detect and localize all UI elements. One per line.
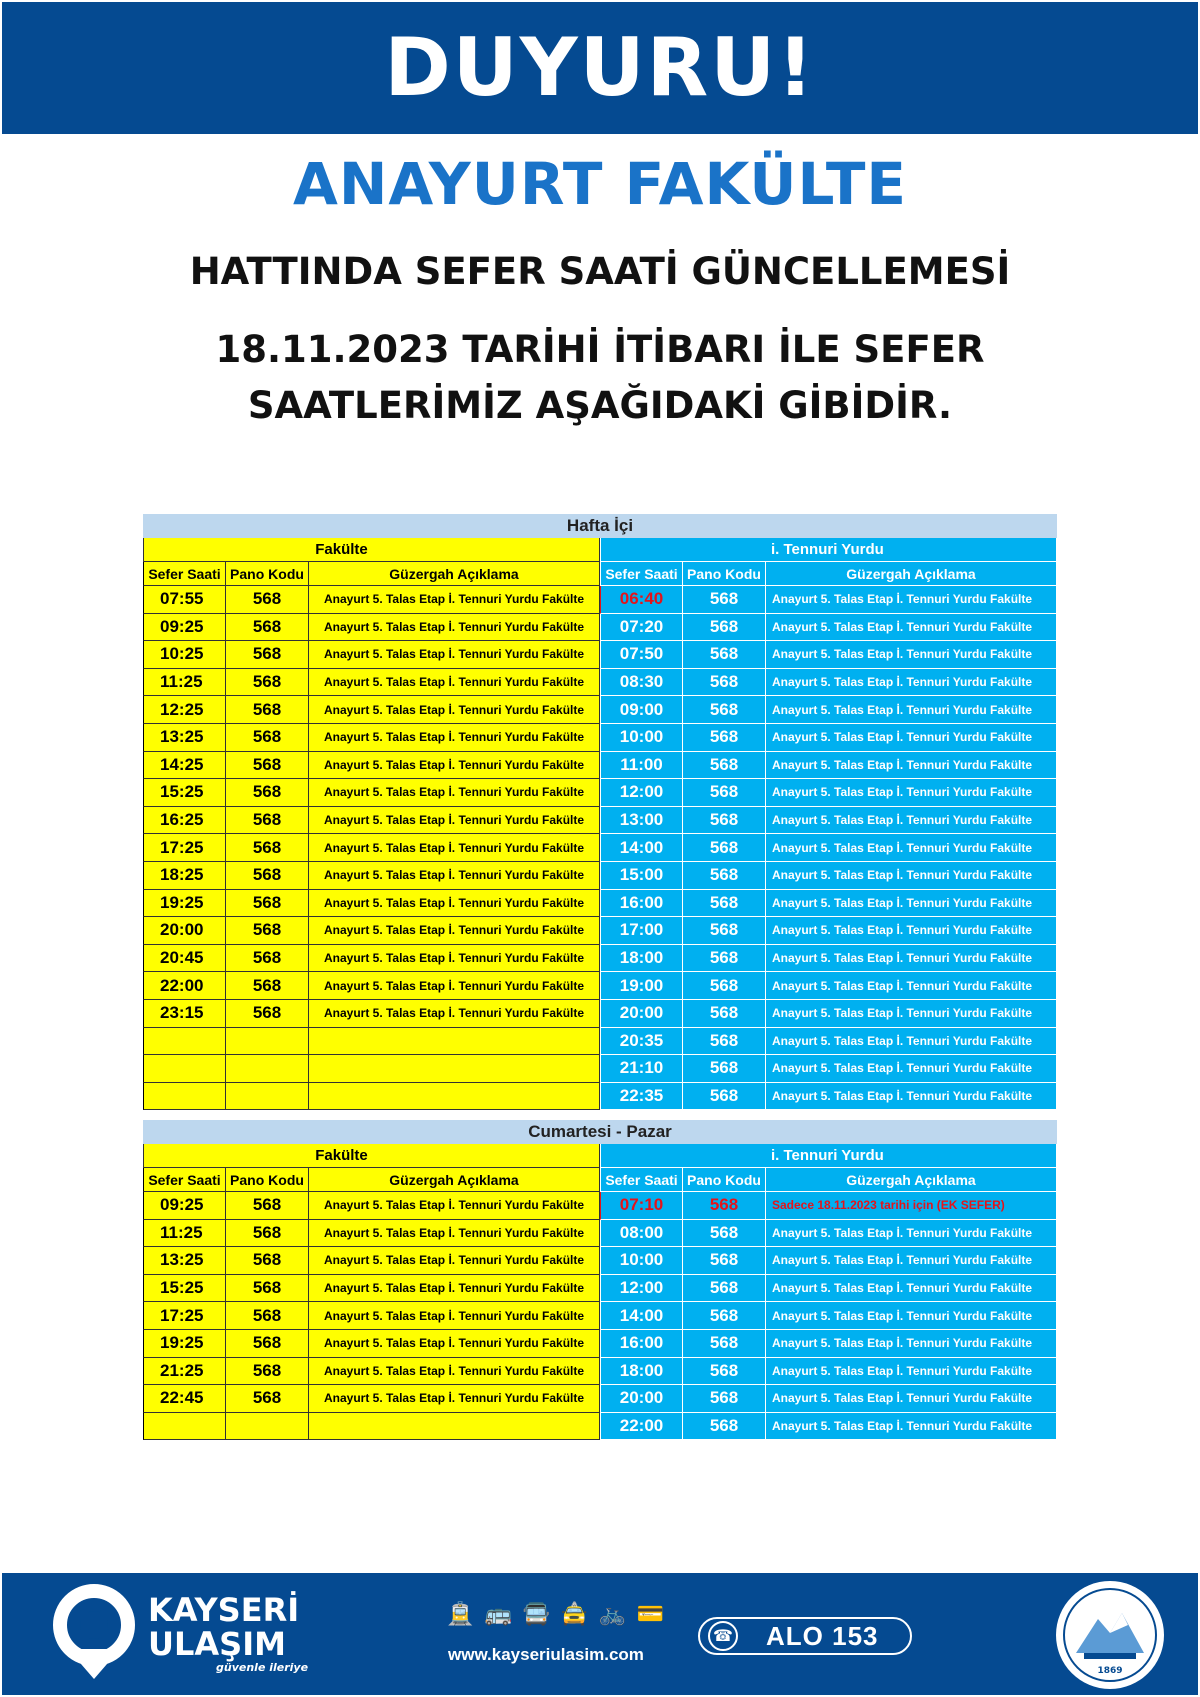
board-code: 568 [683, 917, 766, 945]
col-time: Sefer Saati [143, 1168, 226, 1192]
route-description: Anayurt 5. Talas Etap İ. Tennuri Yurdu Fakülte [766, 614, 1057, 642]
departure-time: 10:00 [600, 1247, 683, 1275]
table-row [600, 972, 1057, 1000]
board-code: 568 [683, 1385, 766, 1413]
route-description: Anayurt 5. Talas Etap İ. Tennuri Yurdu Fakülte [766, 1247, 1057, 1275]
brand-line1: KAYSERİ [148, 1591, 300, 1629]
col-code: Pano Kodu [226, 1168, 309, 1192]
taxi-icon: 🚖 [560, 1601, 589, 1626]
board-code: 568 [226, 586, 309, 614]
board-code: 568 [683, 1000, 766, 1028]
route-description: Anayurt 5. Talas Etap İ. Tennuri Yurdu Fakülte [766, 696, 1057, 724]
board-code: 568 [226, 669, 309, 697]
column-header-row [600, 562, 1057, 586]
route-description: Anayurt 5. Talas Etap İ. Tennuri Yurdu Fakülte [309, 1275, 600, 1303]
table-row [600, 1028, 1057, 1056]
board-code [226, 1055, 309, 1083]
table-row [143, 1000, 600, 1028]
weekday-yurdu-table [600, 538, 1057, 1110]
departure-time: 20:00 [600, 1000, 683, 1028]
table-row [600, 1413, 1057, 1441]
hotline-badge[interactable] [698, 1617, 912, 1655]
board-code: 568 [226, 972, 309, 1000]
table-row [600, 1330, 1057, 1358]
board-code: 568 [226, 1330, 309, 1358]
route-description: Anayurt 5. Talas Etap İ. Tennuri Yurdu Fakülte [309, 696, 600, 724]
route-description: Anayurt 5. Talas Etap İ. Tennuri Yurdu Fakülte [766, 1385, 1057, 1413]
table-row [143, 1083, 600, 1111]
board-code: 568 [683, 1055, 766, 1083]
departure-time: 20:45 [143, 945, 226, 973]
website[interactable]: www.kayseriulasim.com [448, 1645, 644, 1664]
board-code: 568 [226, 1358, 309, 1386]
departure-time: 17:25 [143, 834, 226, 862]
table-row [600, 890, 1057, 918]
tram-icon: 🚊 [446, 1601, 475, 1626]
board-code: 568 [683, 807, 766, 835]
departure-time: 13:00 [600, 807, 683, 835]
departure-time: 22:35 [600, 1083, 683, 1111]
route-description: Anayurt 5. Talas Etap İ. Tennuri Yurdu Fakülte [766, 1275, 1057, 1303]
route-description: Anayurt 5. Talas Etap İ. Tennuri Yurdu Fakülte [309, 724, 600, 752]
route-description [309, 1028, 600, 1056]
board-code: 568 [226, 917, 309, 945]
route-description: Anayurt 5. Talas Etap İ. Tennuri Yurdu Fakülte [766, 834, 1057, 862]
route-description: Anayurt 5. Talas Etap İ. Tennuri Yurdu Fakülte [766, 890, 1057, 918]
transport-icons [446, 1601, 665, 1627]
departure-time: 21:10 [600, 1055, 683, 1083]
footer [2, 1573, 1198, 1695]
route-description: Anayurt 5. Talas Etap İ. Tennuri Yurdu Fakülte [766, 972, 1057, 1000]
route-description: Anayurt 5. Talas Etap İ. Tennuri Yurdu Fakülte [766, 752, 1057, 780]
brand-line2: ULAŞIM [148, 1625, 286, 1663]
board-code: 568 [226, 1275, 309, 1303]
bus-front-icon: 🚍 [522, 1601, 551, 1626]
route-description: Anayurt 5. Talas Etap İ. Tennuri Yurdu Fakülte [766, 945, 1057, 973]
departure-time: 19:00 [600, 972, 683, 1000]
bus-icon: 🚌 [484, 1601, 513, 1626]
board-code: 568 [683, 779, 766, 807]
table-row [143, 1028, 600, 1056]
table-row [600, 862, 1057, 890]
departure-time: 18:00 [600, 1358, 683, 1386]
hotline-text: ALO 153 [766, 1620, 879, 1651]
route-description: Anayurt 5. Talas Etap İ. Tennuri Yurdu Fakülte [766, 917, 1057, 945]
weekday-title: Hafta İçi [143, 514, 1057, 538]
board-code: 568 [226, 614, 309, 642]
route-description: Sadece 18.11.2023 tarihi için (EK SEFER) [766, 1192, 1057, 1220]
municipality-seal-icon [1054, 1579, 1166, 1691]
table-row [600, 669, 1057, 697]
route-description: Anayurt 5. Talas Etap İ. Tennuri Yurdu Fakülte [309, 1247, 600, 1275]
col-code: Pano Kodu [683, 1168, 766, 1192]
route-description: Anayurt 5. Talas Etap İ. Tennuri Yurdu Fakülte [766, 1302, 1057, 1330]
board-code: 568 [683, 1028, 766, 1056]
rows [600, 586, 1057, 1110]
rows [143, 586, 600, 1110]
line-name: ANAYURT FAKÜLTE [292, 150, 908, 218]
table-row [143, 917, 600, 945]
board-code: 568 [683, 752, 766, 780]
table-row [143, 614, 600, 642]
route-description: Anayurt 5. Talas Etap İ. Tennuri Yurdu Fakülte [766, 1028, 1057, 1056]
departure-time: 18:25 [143, 862, 226, 890]
table-row [143, 752, 600, 780]
board-code: 568 [226, 1385, 309, 1413]
board-code: 568 [683, 945, 766, 973]
board-code: 568 [683, 696, 766, 724]
table-row [143, 1358, 600, 1386]
route-description: Anayurt 5. Talas Etap İ. Tennuri Yurdu Fakülte [766, 1413, 1057, 1441]
table-row [600, 1247, 1057, 1275]
departure-time: 20:35 [600, 1028, 683, 1056]
board-code: 568 [226, 779, 309, 807]
board-code [226, 1413, 309, 1441]
departure-time: 22:00 [143, 972, 226, 1000]
departure-time: 20:00 [143, 917, 226, 945]
table-row [143, 1055, 600, 1083]
subtitle-date-line1: 18.11.2023 TARİHİ İTİBARI İLE SEFER [215, 328, 985, 371]
table-row [600, 917, 1057, 945]
route-description: Anayurt 5. Talas Etap İ. Tennuri Yurdu Fakülte [766, 807, 1057, 835]
departure-time: 17:00 [600, 917, 683, 945]
board-code: 568 [683, 1413, 766, 1441]
departure-time: 19:25 [143, 1330, 226, 1358]
table-row [600, 641, 1057, 669]
route-description: Anayurt 5. Talas Etap İ. Tennuri Yurdu Fakülte [309, 972, 600, 1000]
board-code: 568 [226, 696, 309, 724]
departure-time: 07:20 [600, 614, 683, 642]
departure-time: 22:45 [143, 1385, 226, 1413]
table-row [600, 779, 1057, 807]
route-description: Anayurt 5. Talas Etap İ. Tennuri Yurdu Fakülte [309, 1330, 600, 1358]
route-description: Anayurt 5. Talas Etap İ. Tennuri Yurdu Fakülte [766, 1000, 1057, 1028]
departure-time: 14:00 [600, 834, 683, 862]
col-route: Güzergah Açıklama [309, 1168, 600, 1192]
col-code: Pano Kodu [226, 562, 309, 586]
col-code: Pano Kodu [683, 562, 766, 586]
brand [148, 1593, 308, 1674]
subtitle-update: HATTINDA SEFER SAATİ GÜNCELLEMESİ [189, 250, 1011, 293]
card-icon: 💳 [636, 1601, 665, 1626]
route-description: Anayurt 5. Talas Etap İ. Tennuri Yurdu Fakülte [309, 779, 600, 807]
table-row [600, 1220, 1057, 1248]
departure-time [143, 1413, 226, 1441]
route-description: Anayurt 5. Talas Etap İ. Tennuri Yurdu Fakülte [766, 1055, 1057, 1083]
route-description: Anayurt 5. Talas Etap İ. Tennuri Yurdu Fakülte [309, 1302, 600, 1330]
table-row [143, 1385, 600, 1413]
stop-name: i. Tennuri Yurdu [600, 1144, 1057, 1168]
departure-time: 15:25 [143, 1275, 226, 1303]
route-description: Anayurt 5. Talas Etap İ. Tennuri Yurdu Fakülte [309, 752, 600, 780]
departure-time: 07:50 [600, 641, 683, 669]
rows [143, 1192, 600, 1440]
route-description: Anayurt 5. Talas Etap İ. Tennuri Yurdu Fakülte [309, 1000, 600, 1028]
board-code: 568 [226, 1192, 309, 1220]
departure-time: 09:25 [143, 1192, 226, 1220]
board-code: 568 [226, 752, 309, 780]
route-description: Anayurt 5. Talas Etap İ. Tennuri Yurdu Fakülte [309, 669, 600, 697]
departure-time: 15:00 [600, 862, 683, 890]
table-row [600, 945, 1057, 973]
table-row [143, 1330, 600, 1358]
board-code: 568 [226, 1247, 309, 1275]
departure-time: 21:25 [143, 1358, 226, 1386]
table-row [600, 614, 1057, 642]
board-code: 568 [683, 890, 766, 918]
table-row [600, 724, 1057, 752]
route-description: Anayurt 5. Talas Etap İ. Tennuri Yurdu Fakülte [309, 862, 600, 890]
departure-time: 19:25 [143, 890, 226, 918]
route-description: Anayurt 5. Talas Etap İ. Tennuri Yurdu Fakülte [766, 724, 1057, 752]
departure-time: 18:00 [600, 945, 683, 973]
brand-tagline: güvenle ileriye [216, 1661, 309, 1674]
col-route: Güzergah Açıklama [766, 562, 1057, 586]
stop-name: Fakülte [143, 1144, 600, 1168]
table-row [600, 1000, 1057, 1028]
route-description: Anayurt 5. Talas Etap İ. Tennuri Yurdu Fakülte [766, 669, 1057, 697]
col-time: Sefer Saati [143, 562, 226, 586]
board-code: 568 [683, 1330, 766, 1358]
board-code: 568 [683, 1220, 766, 1248]
rows [600, 1192, 1057, 1440]
board-code: 568 [226, 1000, 309, 1028]
departure-time: 08:30 [600, 669, 683, 697]
board-code: 568 [683, 1275, 766, 1303]
departure-time [143, 1083, 226, 1111]
departure-time: 08:00 [600, 1220, 683, 1248]
board-code: 568 [226, 862, 309, 890]
phone-icon: ☎ [708, 1621, 738, 1651]
table-row [143, 945, 600, 973]
board-code: 568 [683, 1358, 766, 1386]
stop-name: Fakülte [143, 538, 600, 562]
route-description: Anayurt 5. Talas Etap İ. Tennuri Yurdu Fakülte [309, 1385, 600, 1413]
route-description: Anayurt 5. Talas Etap İ. Tennuri Yurdu Fakülte [309, 1192, 600, 1220]
table-row [600, 752, 1057, 780]
table-row [143, 1192, 600, 1220]
table-row [143, 972, 600, 1000]
route-description: Anayurt 5. Talas Etap İ. Tennuri Yurdu Fakülte [309, 1358, 600, 1386]
table-row [143, 834, 600, 862]
table-row [143, 1275, 600, 1303]
departure-time [143, 1055, 226, 1083]
weekend-timetable [143, 1120, 1057, 1440]
banner-title: DUYURU! [384, 21, 816, 114]
route-description: Anayurt 5. Talas Etap İ. Tennuri Yurdu Fakülte [766, 862, 1057, 890]
column-header-row [143, 1168, 600, 1192]
board-code: 568 [226, 807, 309, 835]
col-time: Sefer Saati [600, 562, 683, 586]
board-code: 568 [683, 862, 766, 890]
board-code: 568 [683, 1247, 766, 1275]
weekend-title: Cumartesi - Pazar [143, 1120, 1057, 1144]
route-description: Anayurt 5. Talas Etap İ. Tennuri Yurdu Fakülte [766, 1330, 1057, 1358]
table-row [600, 1083, 1057, 1111]
departure-time: 12:00 [600, 779, 683, 807]
departure-time: 07:10 [600, 1192, 683, 1220]
route-description: Anayurt 5. Talas Etap İ. Tennuri Yurdu Fakülte [766, 1358, 1057, 1386]
departure-time: 16:00 [600, 890, 683, 918]
table-row [143, 1247, 600, 1275]
departure-time: 11:25 [143, 1220, 226, 1248]
departure-time: 17:25 [143, 1302, 226, 1330]
board-code: 568 [226, 724, 309, 752]
board-code: 568 [683, 641, 766, 669]
route-description: Anayurt 5. Talas Etap İ. Tennuri Yurdu Fakülte [309, 834, 600, 862]
table-row [143, 890, 600, 918]
table-row [600, 1302, 1057, 1330]
board-code: 568 [683, 834, 766, 862]
departure-time: 16:00 [600, 1330, 683, 1358]
departure-time: 11:25 [143, 669, 226, 697]
table-row [143, 641, 600, 669]
table-row [143, 586, 600, 614]
route-description: Anayurt 5. Talas Etap İ. Tennuri Yurdu Fakülte [309, 614, 600, 642]
route-description [309, 1083, 600, 1111]
board-code: 568 [226, 890, 309, 918]
departure-time [143, 1028, 226, 1056]
route-description: Anayurt 5. Talas Etap İ. Tennuri Yurdu Fakülte [766, 1083, 1057, 1111]
departure-time: 09:25 [143, 614, 226, 642]
departure-time: 14:25 [143, 752, 226, 780]
board-code: 568 [683, 1083, 766, 1111]
departure-time: 23:15 [143, 1000, 226, 1028]
bicycle-icon: 🚲 [598, 1601, 627, 1626]
table-row [600, 1275, 1057, 1303]
board-code: 568 [226, 834, 309, 862]
route-description: Anayurt 5. Talas Etap İ. Tennuri Yurdu Fakülte [309, 807, 600, 835]
subtitle-date [0, 322, 1200, 434]
departure-time: 07:55 [143, 586, 226, 614]
weekday-timetable [143, 514, 1057, 1110]
table-row [600, 1358, 1057, 1386]
board-code: 568 [683, 1192, 766, 1220]
board-code: 568 [683, 614, 766, 642]
top-banner [2, 2, 1198, 134]
route-description: Anayurt 5. Talas Etap İ. Tennuri Yurdu Fakülte [309, 917, 600, 945]
table-row [143, 669, 600, 697]
route-description: Anayurt 5. Talas Etap İ. Tennuri Yurdu Fakülte [309, 586, 600, 614]
board-code: 568 [226, 945, 309, 973]
departure-time: 13:25 [143, 1247, 226, 1275]
col-time: Sefer Saati [600, 1168, 683, 1192]
departure-time: 13:25 [143, 724, 226, 752]
departure-time: 10:25 [143, 641, 226, 669]
table-row [600, 1192, 1057, 1220]
table-row [600, 834, 1057, 862]
departure-time: 15:25 [143, 779, 226, 807]
route-description: Anayurt 5. Talas Etap İ. Tennuri Yurdu Fakülte [766, 641, 1057, 669]
weekend-fakulte-table [143, 1144, 600, 1440]
col-route: Güzergah Açıklama [309, 562, 600, 586]
departure-time: 06:40 [600, 586, 683, 614]
board-code [226, 1028, 309, 1056]
table-row [143, 1413, 600, 1441]
table-row [143, 724, 600, 752]
route-description: Anayurt 5. Talas Etap İ. Tennuri Yurdu Fakülte [309, 945, 600, 973]
location-pin-logo-icon [48, 1583, 140, 1685]
column-header-row [143, 562, 600, 586]
board-code: 568 [683, 724, 766, 752]
departure-time: 22:00 [600, 1413, 683, 1441]
table-row [600, 586, 1057, 614]
board-code: 568 [226, 1302, 309, 1330]
route-description [309, 1413, 600, 1441]
departure-time: 11:00 [600, 752, 683, 780]
table-row [600, 1055, 1057, 1083]
table-row [600, 696, 1057, 724]
departure-time: 12:00 [600, 1275, 683, 1303]
weekend-yurdu-table [600, 1144, 1057, 1440]
col-route: Güzergah Açıklama [766, 1168, 1057, 1192]
route-description: Anayurt 5. Talas Etap İ. Tennuri Yurdu Fakülte [309, 890, 600, 918]
route-description: Anayurt 5. Talas Etap İ. Tennuri Yurdu Fakülte [766, 779, 1057, 807]
board-code: 568 [683, 972, 766, 1000]
board-code: 568 [683, 586, 766, 614]
departure-time: 16:25 [143, 807, 226, 835]
board-code: 568 [226, 1220, 309, 1248]
table-row [143, 862, 600, 890]
departure-time: 14:00 [600, 1302, 683, 1330]
route-description: Anayurt 5. Talas Etap İ. Tennuri Yurdu Fakülte [309, 641, 600, 669]
board-code: 568 [683, 1302, 766, 1330]
departure-time: 20:00 [600, 1385, 683, 1413]
board-code: 568 [683, 669, 766, 697]
table-row [600, 807, 1057, 835]
table-row [143, 1302, 600, 1330]
table-row [600, 1385, 1057, 1413]
column-header-row [600, 1168, 1057, 1192]
table-row [143, 696, 600, 724]
departure-time: 10:00 [600, 724, 683, 752]
stop-name: i. Tennuri Yurdu [600, 538, 1057, 562]
route-description [309, 1055, 600, 1083]
departure-time: 12:25 [143, 696, 226, 724]
board-code [226, 1083, 309, 1111]
table-row [143, 807, 600, 835]
subtitle-date-line2: SAATLERİMİZ AŞAĞIDAKİ GİBİDİR. [247, 384, 953, 427]
table-row [143, 1220, 600, 1248]
table-row [143, 779, 600, 807]
route-description: Anayurt 5. Talas Etap İ. Tennuri Yurdu Fakülte [766, 586, 1057, 614]
weekday-fakulte-table [143, 538, 600, 1110]
route-description: Anayurt 5. Talas Etap İ. Tennuri Yurdu Fakülte [309, 1220, 600, 1248]
departure-time: 09:00 [600, 696, 683, 724]
route-description: Anayurt 5. Talas Etap İ. Tennuri Yurdu Fakülte [766, 1220, 1057, 1248]
board-code: 568 [226, 641, 309, 669]
seal-year: 1869 [1097, 1666, 1123, 1676]
